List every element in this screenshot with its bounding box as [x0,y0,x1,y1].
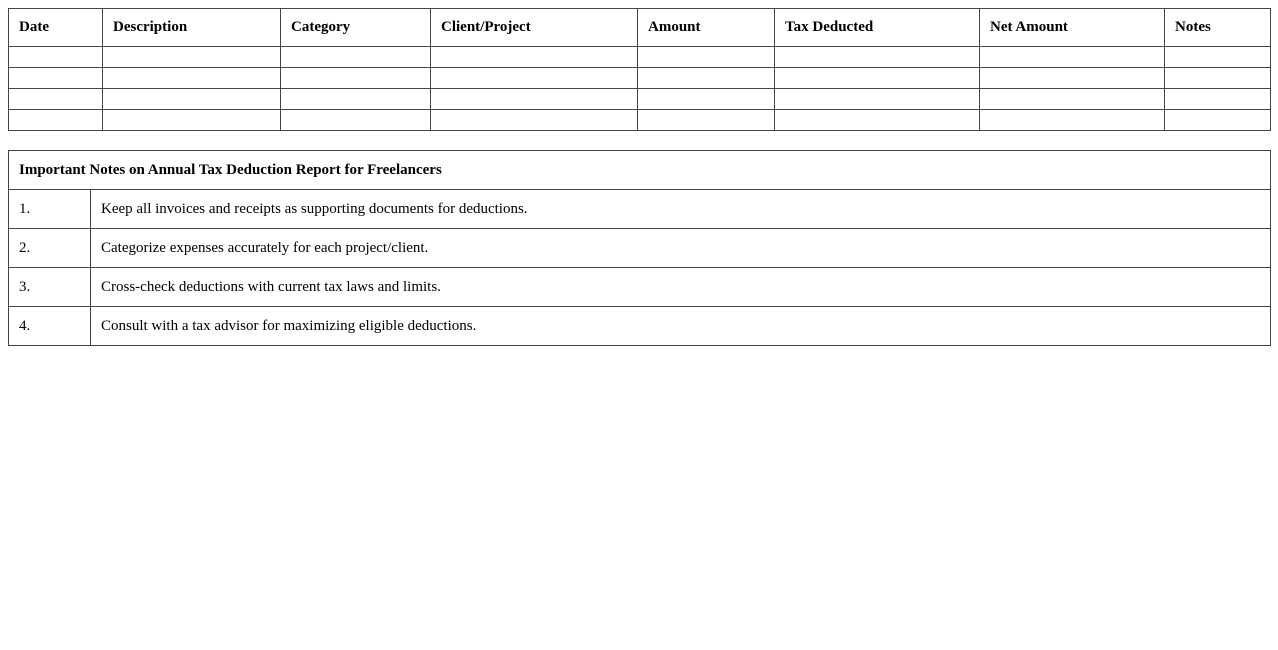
column-header-client-project: Client/Project [431,9,638,47]
table-cell[interactable] [1165,110,1271,131]
column-header-tax-deducted: Tax Deducted [775,9,980,47]
table-cell[interactable] [103,110,281,131]
table-cell[interactable] [431,47,638,68]
table-cell[interactable] [980,47,1165,68]
table-row [9,68,1271,89]
table-cell[interactable] [980,110,1165,131]
note-number: 2. [9,229,91,268]
table-row [9,47,1271,68]
column-header-amount: Amount [638,9,775,47]
table-cell[interactable] [103,89,281,110]
note-number: 3. [9,268,91,307]
table-cell[interactable] [9,110,103,131]
note-text: Categorize expenses accurately for each project/client. [91,229,1271,268]
table-cell[interactable] [980,68,1165,89]
column-header-category: Category [281,9,431,47]
tax-deduction-ledger-table [8,8,1271,131]
table-cell[interactable] [103,47,281,68]
table-cell[interactable] [775,68,980,89]
list-item [9,229,1271,268]
table-cell[interactable] [775,110,980,131]
table-cell[interactable] [103,68,281,89]
note-text: Cross-check deductions with current tax laws and limits. [91,268,1271,307]
column-header-description: Description [103,9,281,47]
table-cell[interactable] [431,68,638,89]
note-number: 4. [9,307,91,346]
table-row [9,110,1271,131]
table-cell[interactable] [638,68,775,89]
table-cell[interactable] [638,47,775,68]
column-header-net-amount: Net Amount [980,9,1165,47]
important-notes-table [8,150,1271,346]
table-cell[interactable] [638,89,775,110]
note-text: Keep all invoices and receipts as supporting documents for deductions. [91,190,1271,229]
table-cell[interactable] [281,89,431,110]
table-cell[interactable] [1165,68,1271,89]
column-header-notes: Notes [1165,9,1271,47]
table-cell[interactable] [1165,47,1271,68]
table-cell[interactable] [638,110,775,131]
table-cell[interactable] [1165,89,1271,110]
table-cell[interactable] [281,47,431,68]
table-cell[interactable] [281,110,431,131]
table-cell[interactable] [431,89,638,110]
table-row [9,89,1271,110]
table-cell[interactable] [980,89,1165,110]
notes-title-row [9,151,1271,190]
table-cell[interactable] [431,110,638,131]
table-cell[interactable] [9,47,103,68]
table-cell[interactable] [775,47,980,68]
table-cell[interactable] [775,89,980,110]
note-number: 1. [9,190,91,229]
list-item [9,307,1271,346]
column-header-date: Date [9,9,103,47]
notes-title: Important Notes on Annual Tax Deduction Report for Freelancers [9,151,1271,190]
table-cell[interactable] [9,89,103,110]
note-text: Consult with a tax advisor for maximizing eligible deductions. [91,307,1271,346]
table-cell[interactable] [281,68,431,89]
ledger-header-row [9,9,1271,47]
list-item [9,268,1271,307]
list-item [9,190,1271,229]
table-cell[interactable] [9,68,103,89]
